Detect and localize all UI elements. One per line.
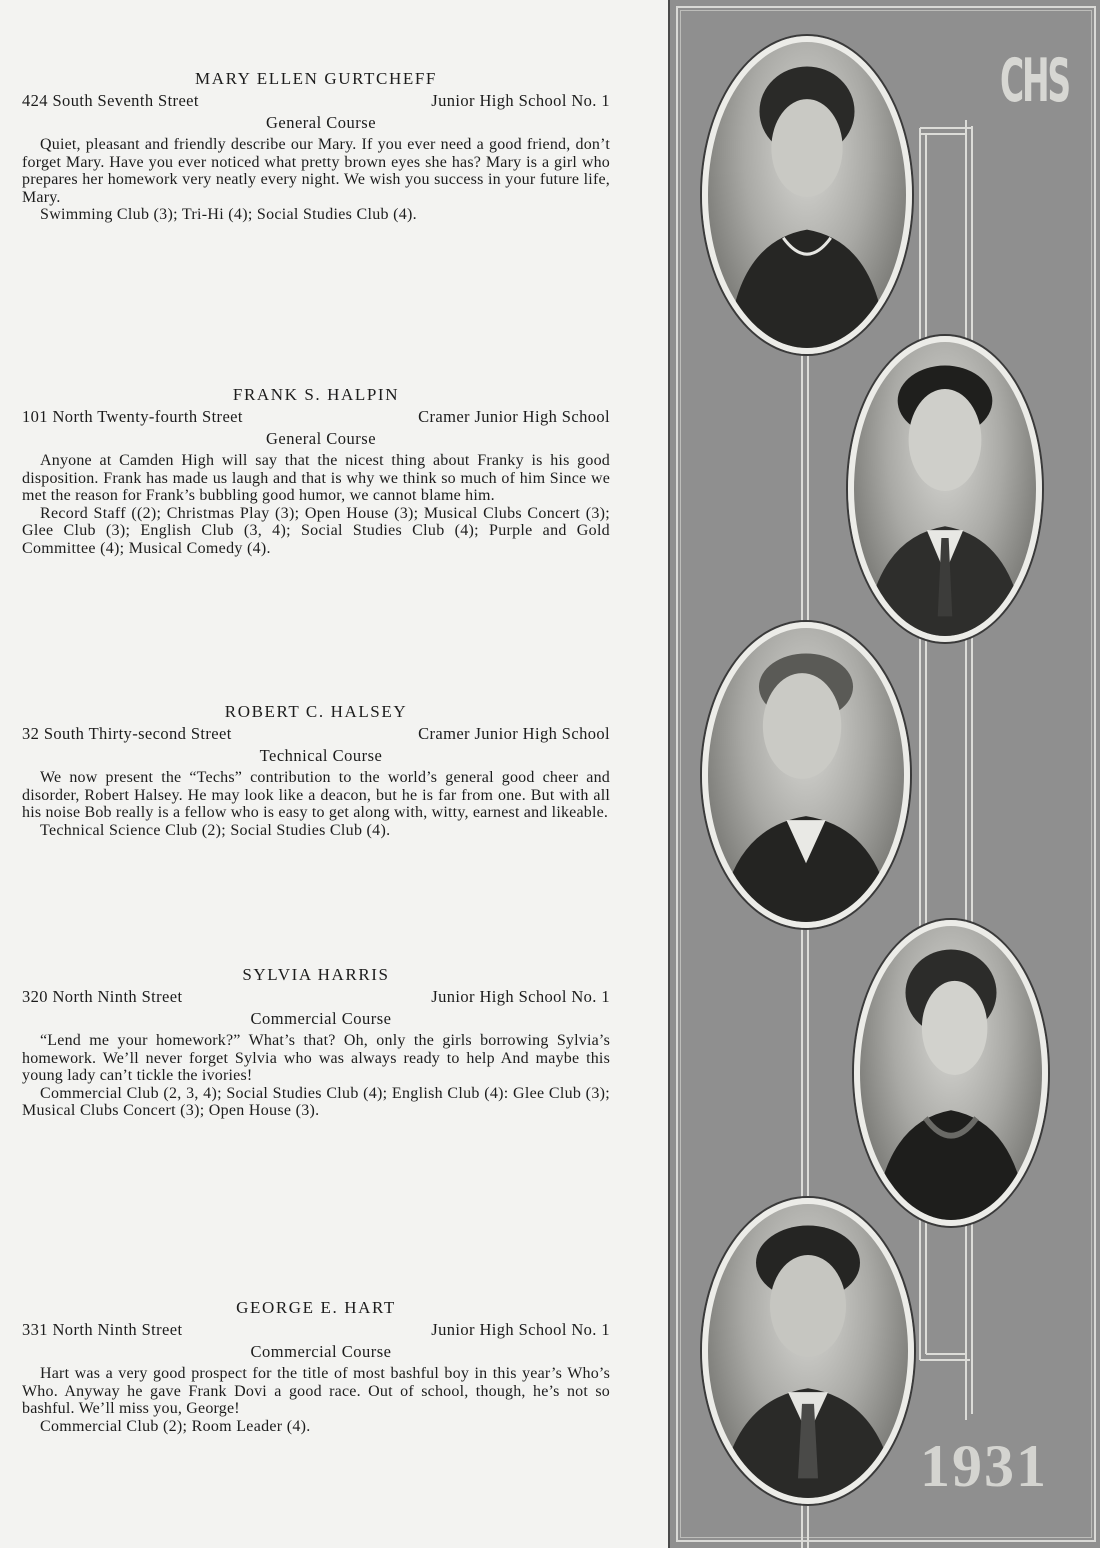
student-bio: We now present the “Techs” contribution to the world’s general good cheer and disorder, Robert Halsey. He may look like a deacon, but he is far from one. But with all his noise Bob really is a fellow who is easy to get along with, witty, earnest and likeable.	[22, 769, 610, 822]
photo-placeholder-icon	[708, 628, 904, 922]
student-activities: Commercial Club (2, 3, 4); Social Studies Club (4); English Club (4): Glee Club (3); Musical Clubs Concert (3); Open House (3).	[22, 1084, 610, 1120]
student-entry-halsey	[22, 701, 610, 839]
previous-school: Cramer Junior High School	[418, 407, 610, 426]
photo-placeholder-icon	[708, 42, 906, 348]
course-name: Technical Course	[259, 746, 383, 765]
course-name: General Course	[265, 113, 377, 132]
address-row	[22, 986, 610, 1008]
address-row	[22, 723, 610, 745]
portrait-panel	[668, 0, 1100, 1548]
home-address: 331 North Ninth Street	[22, 1320, 183, 1339]
student-bio: Hart was a very good prospect for the title of most bashful boy in this year’s Who’s Who. Anyway he gave Frank Dovi a good race. Out of school, though, he’s not so bashful. We’ll miss you, George!	[22, 1365, 610, 1418]
previous-school: Junior High School No. 1	[431, 987, 610, 1006]
school-monogram: CHS	[1000, 46, 1070, 116]
address-row	[22, 406, 610, 428]
home-address: 32 South Thirty-second Street	[22, 724, 232, 743]
student-activities: Swimming Club (3); Tri-Hi (4); Social Studies Club (4).	[40, 206, 417, 224]
portrait-harris	[854, 920, 1048, 1226]
home-address: 320 North Ninth Street	[22, 987, 183, 1006]
home-address: 424 South Seventh Street	[22, 91, 199, 110]
student-name: GEORGE E. HART	[236, 1298, 396, 1317]
student-entry-hart	[22, 1297, 610, 1435]
student-activities: Commercial Club (2); Room Leader (4).	[40, 1417, 311, 1435]
photo-placeholder-icon	[708, 1204, 908, 1498]
address-row	[22, 90, 610, 112]
portrait-halsey	[702, 622, 910, 928]
portrait-hart	[702, 1198, 914, 1504]
photo-placeholder-icon	[860, 926, 1042, 1220]
student-activities: Record Staff ((2); Christmas Play (3); Open House (3); Musical Clubs Concert (3); Glee Club (3); English Club (3, 4); Social Studies Club (4); Purple and Gold Committee (4); Musical Comedy (4).	[22, 504, 610, 557]
student-activities: Technical Science Club (2); Social Studies Club (4).	[40, 821, 391, 839]
portrait-halpin	[848, 336, 1042, 642]
student-bio: Anyone at Camden High will say that the nicest thing about Franky is his good disposition. Frank has made us laugh and that is why we think so much of him Since we met the reason for Frank’s bubbling good humor, we cannot blame him.	[22, 452, 610, 505]
address-row	[22, 1319, 610, 1341]
home-address: 101 North Twenty-fourth Street	[22, 407, 243, 426]
course-name: Commercial Course	[250, 1342, 392, 1361]
student-entry-gurtcheff	[22, 68, 610, 224]
student-name: FRANK S. HALPIN	[232, 385, 400, 404]
student-entry-harris	[22, 964, 610, 1120]
previous-school: Cramer Junior High School	[418, 724, 610, 743]
yearbook-year: 1931	[920, 1433, 1048, 1499]
student-name: SYLVIA HARRIS	[242, 965, 390, 984]
portrait-gurtcheff	[702, 36, 912, 354]
student-bio: “Lend me your homework?” What’s that? Oh, only the girls borrowing Sylvia’s homework. We’ll never forget Sylvia who was always ready to help And maybe this young lady can’t tickle the ivories!	[22, 1032, 610, 1085]
course-name: General Course	[265, 429, 377, 448]
course-name: Commercial Course	[250, 1009, 392, 1028]
student-name: ROBERT C. HALSEY	[224, 702, 408, 721]
student-bio: Quiet, pleasant and friendly describe our Mary. If you ever need a good friend, don’t forget Mary. Have you ever noticed what pretty brown eyes she has? Mary is a girl who prepares her homework very neatly every night. We wish you success in your future life, Mary.	[22, 136, 610, 206]
student-entry-halpin	[22, 384, 610, 558]
previous-school: Junior High School No. 1	[431, 91, 610, 110]
previous-school: Junior High School No. 1	[431, 1320, 610, 1339]
photo-placeholder-icon	[854, 342, 1036, 636]
student-name: MARY ELLEN GURTCHEFF	[195, 69, 437, 88]
